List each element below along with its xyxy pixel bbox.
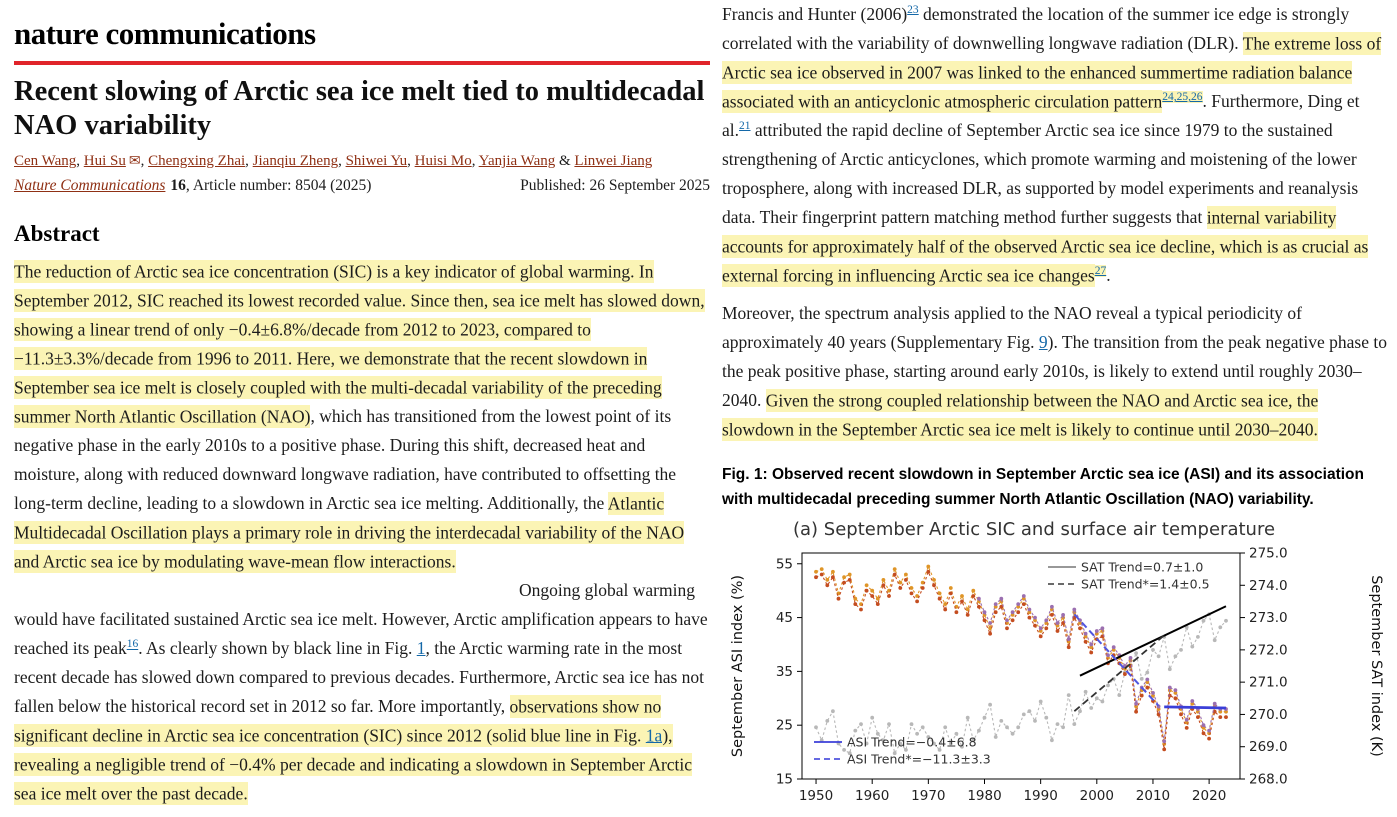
highlighted-text: ), revealing a negligible trend of −0.4% per decade and indicating a slowdown in September Arctic sea ice melt over the past decade.: [14, 725, 693, 804]
svg-text:1960: 1960: [855, 787, 890, 804]
published-date: Published: 26 September 2025: [520, 177, 710, 195]
y-left-axis-label: September ASI index (%): [730, 574, 746, 757]
svg-text:1950: 1950: [798, 787, 834, 804]
author-link[interactable]: Yanjia Wang: [478, 153, 556, 170]
highlighted-text: The reduction of Arctic sea ice concentration (SIC) is a key indicator of global warming. In September 2012, SIC reached its lowest recorded value. Since then, sea ice melt has slowed down, showing a linear trend of only −0.4±6.8%/decade from 2012 to 2023, compared to −11.3±3.3%/decade from 1996 to 2011. Here, we demonstrate that the recent slowdown in September sea ice melt is closely coupled with the multi-decadal variability of the preceding summer North Atlantic Oscillation (NAO): [14, 261, 705, 427]
article-title: Recent slowing of Arctic sea ice melt tied to multidecadal NAO variability: [14, 76, 705, 142]
reference-link[interactable]: 21: [739, 120, 751, 133]
svg-text:270.0: 270.0: [1249, 706, 1288, 723]
figure-link[interactable]: 1: [416, 638, 426, 659]
text-segment: . As clearly shown by black line in Fig.: [138, 638, 417, 659]
volume-number: 16: [170, 177, 186, 195]
text-segment: . Furthermore, Ding et al.: [722, 91, 1360, 140]
author-separator: ,: [140, 153, 149, 170]
author-link[interactable]: Linwei Jiang: [574, 153, 653, 170]
text-segment: Francis and Hunter (2006): [722, 4, 908, 24]
svg-text:273.0: 273.0: [1249, 609, 1288, 626]
svg-text:268.0: 268.0: [1249, 771, 1288, 788]
right-paragraph-2: [722, 299, 1392, 444]
abstract-heading: Abstract: [14, 221, 100, 247]
svg-text:2020: 2020: [1191, 787, 1227, 804]
chart-trend-asi-trend: [1164, 706, 1226, 707]
svg-text:1990: 1990: [1023, 787, 1058, 804]
author-separator: ,: [245, 153, 253, 170]
reference-superscript[interactable]: [1162, 91, 1202, 103]
text-segment: demonstrated the location of the summer ice edge is strongly correlated with the variability of downwelling longwave radiation (DLR).: [722, 4, 1350, 53]
text-segment: attributed the rapid decline of September Arctic sea ice since 1979 to the sustained strengthening of Arctic anticyclones, which promote warming and moistening of the lower troposphere, along with increased DLR, as supported by model experiments and reanalysis data. Their fingerprint pattern matching method further suggests that: [722, 120, 1359, 227]
reference-superscript[interactable]: [1095, 265, 1107, 277]
svg-text:ASI Trend=−0.4±6.8: ASI Trend=−0.4±6.8: [847, 734, 977, 750]
author-separator: ,: [471, 153, 479, 170]
citation: [14, 177, 371, 195]
reference-superscript[interactable]: [739, 120, 751, 132]
author-link[interactable]: Cen Wang: [14, 153, 77, 170]
svg-text:SAT Trend*=1.4±0.5: SAT Trend*=1.4±0.5: [1081, 576, 1210, 592]
figure-chart-svg: [724, 517, 1384, 817]
chart-legend-bottom-left: [814, 734, 991, 766]
abstract-paragraph: [14, 257, 710, 576]
authors-line: [14, 153, 710, 170]
figure-link[interactable]: 1a: [645, 725, 663, 746]
author-link[interactable]: Huisi Mo: [414, 153, 472, 170]
svg-text:ASI Trend*=−11.3±3.3: ASI Trend*=−11.3±3.3: [847, 751, 991, 767]
right-paragraph-1: [722, 0, 1392, 290]
svg-text:1970: 1970: [911, 787, 946, 804]
svg-text:274.0: 274.0: [1249, 577, 1288, 594]
author-separator: ,: [338, 153, 346, 170]
svg-text:25: 25: [775, 717, 793, 734]
text-segment: Ongoing global warming would have facilitated sustained Arctic sea ice melt. However, Arctic amplification appears to have reached its peak: [14, 580, 708, 659]
author-separator: ,: [407, 153, 415, 170]
svg-text:35: 35: [775, 663, 793, 680]
text-segment: .: [1106, 265, 1111, 285]
chart-title: (a) September Arctic SIC and surface air temperature: [792, 518, 1276, 540]
author-link[interactable]: Jianqiu Zheng: [252, 153, 339, 170]
author-separator: &: [555, 153, 575, 170]
chart-legend-top-right: [1048, 559, 1210, 591]
author-link[interactable]: Shiwei Yu: [345, 153, 408, 170]
author-separator: ,: [76, 153, 84, 170]
svg-text:2010: 2010: [1135, 787, 1171, 804]
reference-link[interactable]: 16: [126, 638, 139, 651]
highlighted-text: observations show no significant decline in Arctic sea ice concentration (SIC) since 2012 (solid blue line in Fig.: [14, 696, 662, 746]
text-segment: , the Arctic warming rate in the most recent decade has slowed down compared to previous decades. Furthermore, Arctic sea ice has not fallen below the historical record set in 2012 so far. More importantly,: [14, 638, 705, 717]
reference-superscript[interactable]: [127, 639, 139, 651]
svg-text:2000: 2000: [1079, 787, 1114, 804]
figure-caption: Fig. 1: Observed recent slowdown in September Arctic sea ice (ASI) and its association with multidecadal preceding summer North Atlantic Oscillation (NAO) variability.: [722, 466, 1364, 508]
author-link[interactable]: Chengxing Zhai: [148, 153, 246, 170]
journal-link[interactable]: Nature Communications: [14, 177, 166, 195]
text-segment: , which has transitioned from the lowest point of its negative phase in the early 2010s to a positive phase. During this shift, decreased heat and moisture, along with reduced downward longwave radiation, have contributed to offsetting the long-term decline, leading to a slowdown in Arctic sea ice melting. Additionally, the: [14, 406, 677, 514]
brand-rule: [14, 61, 710, 65]
reference-superscript[interactable]: [907, 4, 919, 16]
svg-text:15: 15: [775, 771, 793, 788]
citation-rest: , Article number: 8504 (2025): [185, 177, 372, 195]
reference-link[interactable]: 23: [907, 4, 919, 17]
chart-series-asi-orange-: [814, 564, 1228, 745]
svg-text:272.0: 272.0: [1249, 641, 1288, 658]
envelope-icon[interactable]: ✉: [128, 154, 141, 170]
svg-text:55: 55: [775, 555, 793, 572]
right-column: [722, 0, 1392, 817]
highlighted-text: Atlantic Multidecadal Oscillation plays a primary role in driving the interdecadal variability of the NAO and Arctic sea ice by modulating wave-mean flow interactions.: [14, 493, 685, 572]
svg-text:271.0: 271.0: [1249, 674, 1288, 691]
reference-link[interactable]: 24,25,26: [1162, 91, 1203, 104]
svg-text:269.0: 269.0: [1249, 738, 1288, 755]
svg-text:1980: 1980: [967, 787, 1002, 804]
chart-trend-sat-trend: [1080, 606, 1226, 675]
y-right-axis-label: September SAT index (K): [1368, 574, 1384, 757]
highlighted-text: Given the strong coupled relationship between the NAO and Arctic sea ice, the slowdown in the September Arctic sea ice melt is likely to continue until 2030–2040.: [722, 390, 1319, 439]
reference-link[interactable]: 27: [1094, 265, 1107, 278]
left-column: [14, 16, 710, 808]
figure-link[interactable]: 9: [1038, 332, 1048, 352]
text-segment: Moreover, the spectrum analysis applied to the NAO reveal a typical periodicity of approximately 40 years (Supplementary Fig.: [722, 303, 1303, 352]
highlighted-text: The extreme loss of Arctic sea ice observed in 2007 was linked to the enhanced summertime radiation balance associated with an anticyclonic atmospheric circulation pattern: [722, 33, 1382, 111]
svg-text:SAT Trend=0.7±1.0: SAT Trend=0.7±1.0: [1081, 559, 1204, 575]
svg-text:45: 45: [775, 609, 793, 626]
journal-logo: nature communications: [14, 16, 316, 51]
svg-text:275.0: 275.0: [1249, 545, 1288, 562]
author-link[interactable]: Hui Su: [83, 153, 126, 170]
highlighted-text: internal variability accounts for approximately half of the observed Arctic sea ice decline, which is as crucial as external forcing in influencing Arctic sea ice changes: [722, 207, 1369, 285]
text-segment: ). The transition from the peak negative phase to the peak positive phase, starting around early 2010s, is likely to extend until roughly 2030–2040.: [722, 332, 1387, 410]
journal-citation-line: [14, 177, 710, 195]
intro-paragraph: [14, 576, 710, 808]
